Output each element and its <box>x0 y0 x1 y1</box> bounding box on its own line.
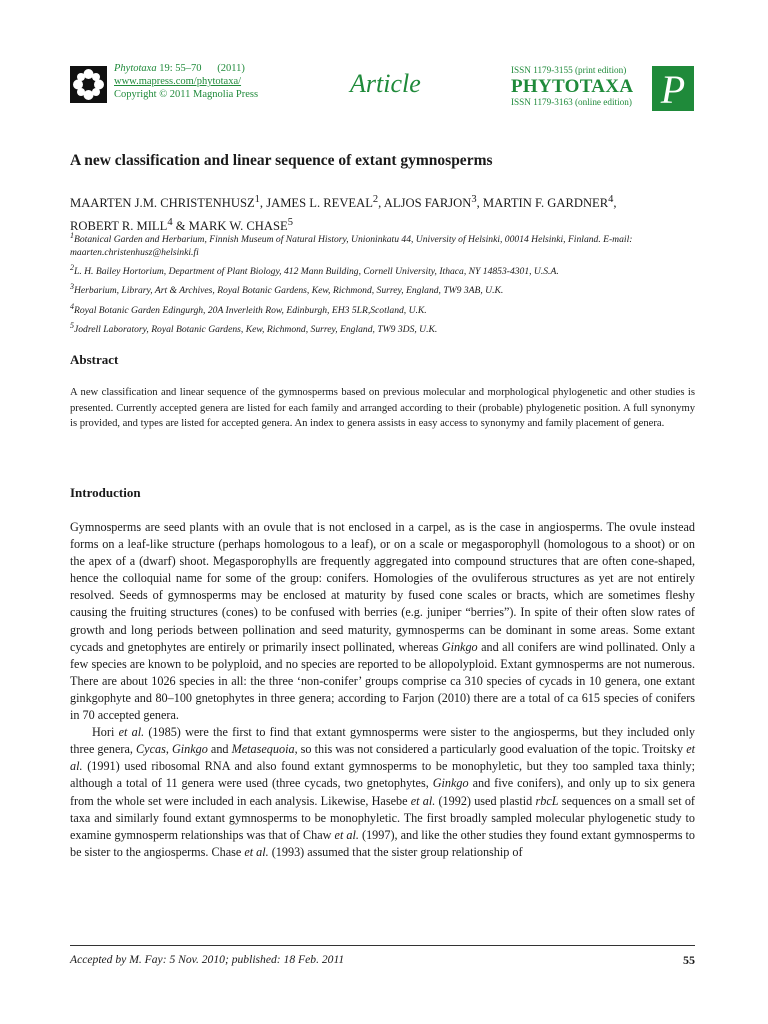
phytotaxa-p-logo-icon <box>652 66 694 111</box>
journal-info <box>114 62 258 101</box>
journal-name: Phytotaxa <box>114 63 157 74</box>
magnolia-press-flower-logo-icon <box>70 66 107 103</box>
journal-url-link[interactable]: www.mapress.com/phytotaxa/ <box>114 76 242 87</box>
affiliation-4 <box>70 301 695 318</box>
introduction-body <box>70 519 695 861</box>
author-affiliation-mark: 2 <box>372 194 379 205</box>
italic-term: Ginkgo <box>171 742 208 757</box>
article-label: Article <box>350 69 421 98</box>
affiliation-2 <box>70 262 695 279</box>
text-run: (1997), and like the other studies they found extant gymnosperms to be sister to the angiosperms. Chase <box>70 827 695 859</box>
affiliation-text: Jodrell Laboratory, Royal Botanic Gardens, Kew, Richmond, Surrey, England, TW9 3DS, U.K. <box>74 324 438 336</box>
affiliation-mark: 5 <box>70 321 74 331</box>
author-affiliation-mark: 1 <box>254 194 260 205</box>
italic-term: Cycas <box>136 742 166 757</box>
issn-print: ISSN 1179-3155 (print edition) <box>511 65 627 75</box>
author-name: ALJOS FARJON <box>383 196 472 211</box>
italic-term: et al. <box>244 844 269 859</box>
author-name: ROBERT R. MILL <box>70 219 168 234</box>
author-separator: , <box>613 196 617 211</box>
author-name: MARTIN F. GARDNER <box>482 196 609 211</box>
italic-term: et al. <box>118 725 145 740</box>
text-run: (1985) were the first to find that extant gymnosperms were sister to the angiosperms, but they included only three genera, <box>70 725 696 757</box>
text-run: (1992) used plastid <box>435 793 536 808</box>
author-separator: , <box>378 196 384 211</box>
citation-line <box>114 62 258 75</box>
affiliation-1 <box>70 230 695 259</box>
copyright: Copyright © 2011 Magnolia Press <box>114 89 259 100</box>
paper-title: A new classification and linear sequence of extant gymnosperms <box>70 152 493 169</box>
journal-brand: PHYTOTAXA <box>511 76 634 97</box>
affiliation-text: Royal Botanic Garden Edingurgh, 20A Inverleith Row, Edinburgh, EH3 5LR,Scotland, U.K. <box>74 304 427 316</box>
italic-term: et al. <box>334 827 359 842</box>
text-run: sequences on a small set of taxa and similarly found extant gymnosperms to be monophyletic. The first broadly sampled molecular phylogenetic study to examine gymnosperm relationships was that of Chaw <box>70 793 695 842</box>
text-run: and five conifers), and only up to six genera from the whole set were included in each analysis. Likewise, Hasebe <box>70 776 695 808</box>
text-run: Hori <box>92 725 119 740</box>
affiliation-mark: 4 <box>70 301 74 311</box>
author-line-1 <box>70 190 695 213</box>
italic-term: rbcL <box>535 793 559 808</box>
abstract-text: A new classification and linear sequence of the gymnosperms based on previous molecular and morphological phylogenetic and other studies is presented. Currently accepted genera are listed for each family and arranged according to their (probable) phylogenetic position. A full synonymy is provided, and types are listed for accepted genera. An index to genera assists in easy access to synonymy and family placement of genera. <box>70 387 695 429</box>
author-name: MAARTEN J.M. CHRISTENHUSZ <box>70 196 255 211</box>
paragraph <box>70 724 695 861</box>
italic-term: et al. <box>70 742 695 774</box>
introduction-heading: Introduction <box>70 485 141 500</box>
text-run: and all conifers are wind pollinated. Only a few species are known to be polyploid, and no species are reported to be allopolyploid. Extant gymnosperms are not numerous. There are about 1026 species in all: the three ‘non-conifer’ groups comprise ca 310 species of cycads in 10 genera, one extant ginkgophyte and 80–100 gnetophytes in three genera; according to Farjon (2010) there are a total of ca 615 species of conifers in 70 accepted genera. <box>70 639 695 723</box>
italic-term: Ginkgo <box>432 776 469 791</box>
svg-text:P: P <box>660 67 686 111</box>
text-run: and <box>207 742 232 757</box>
footer-dates: Accepted by M. Fay: 5 Nov. 2010; published: 18 Feb. 2011 <box>70 953 345 966</box>
author-separator: & <box>172 219 189 234</box>
affiliation-mark: 1 <box>70 231 74 240</box>
affiliation-mark: 3 <box>70 282 74 292</box>
text-run: (1993) assumed that the sister group relationship of <box>268 844 523 859</box>
footer-divider <box>70 945 695 946</box>
abstract-heading: Abstract <box>70 352 119 367</box>
page-number: 55 <box>683 953 695 967</box>
issn-block <box>511 65 633 108</box>
affiliation-text: Botanical Garden and Herbarium, Finnish Museum of Natural History, Unioninkatu 44, University of Helsinki, 00014 Helsinki, Finland. E-mail: <box>74 234 633 246</box>
italic-term: et al. <box>410 793 436 808</box>
affiliation-text: Herbarium, Library, Art & Archives, Royal Botanic Gardens, Kew, Richmond, Surrey, England, TW9 3AB, U.K. <box>74 285 504 297</box>
affiliation-3 <box>70 281 695 298</box>
text-run: Gymnosperms are seed plants with an ovule that is not enclosed in a carpel, as is the case in angiosperms. The ovule instead forms on a leaf-like structure (perhaps homologous to a leaf), or on a scale or megasporophyll (homologous to a shoot) or on the apex of a (dwarf) shoot. Megasporophylls are frequently aggregated into compound structures that are often cone-shaped, hence the colloquial name for some of the group: conifers. Homologies of the ovuliferous structures as yet are not entirely resolved. Seeds of gymnosperms may be enclosed at maturity by fused cone scales or bracts, which are sometimes fleshy causing the fruiting structures (cones) to be confused with berries (e.g. juniper “berries”). In spite of their often slow rates of growth and long periods between pollination and seed maturity, gymnosperms can be dominant in some areas. Some extant cycads and gnetophytes are entirely or primarily insect pollinated, whereas <box>70 520 695 654</box>
author-separator: , <box>259 196 267 211</box>
italic-term: Metasequoia <box>231 742 295 757</box>
italic-term: Ginkgo <box>441 639 478 654</box>
author-name: JAMES L. REVEAL <box>266 196 373 211</box>
volume-pages: 19: 55–70 (2011) <box>156 63 245 74</box>
author-email-link[interactable]: maarten.christenhusz@helsinki.fi <box>70 246 199 258</box>
text-run: , so this was not considered a particularly good evaluation of the topic. Troitsky <box>294 742 687 757</box>
affiliation-mark: 2 <box>70 262 74 272</box>
paragraph <box>70 519 695 724</box>
text-run: , <box>165 742 172 757</box>
affiliation-5 <box>70 320 695 337</box>
author-separator: , <box>476 196 483 211</box>
author-affiliation-mark: 4 <box>167 217 173 229</box>
author-affiliation-mark: 3 <box>471 194 477 205</box>
issn-online: ISSN 1179-3163 (online edition) <box>511 97 632 107</box>
author-affiliation-mark: 4 <box>608 194 614 205</box>
text-run: (1991) used ribosomal RNA and also found extant gymnosperms to be monophyletic, but they too sampled taxa thinly; although a total of 11 genera were used (three cycads, two gnetophytes, <box>70 759 695 791</box>
affiliations <box>70 230 695 339</box>
journal-header <box>70 62 695 110</box>
author-affiliation-mark: 5 <box>287 217 293 229</box>
affiliation-text: L. H. Bailey Hortorium, Department of Plant Biology, 412 Mann Building, Cornell University, Ithaca, NY 14853-4301, U.S.A. <box>74 266 559 278</box>
author-name: MARK W. CHASE <box>188 219 288 234</box>
